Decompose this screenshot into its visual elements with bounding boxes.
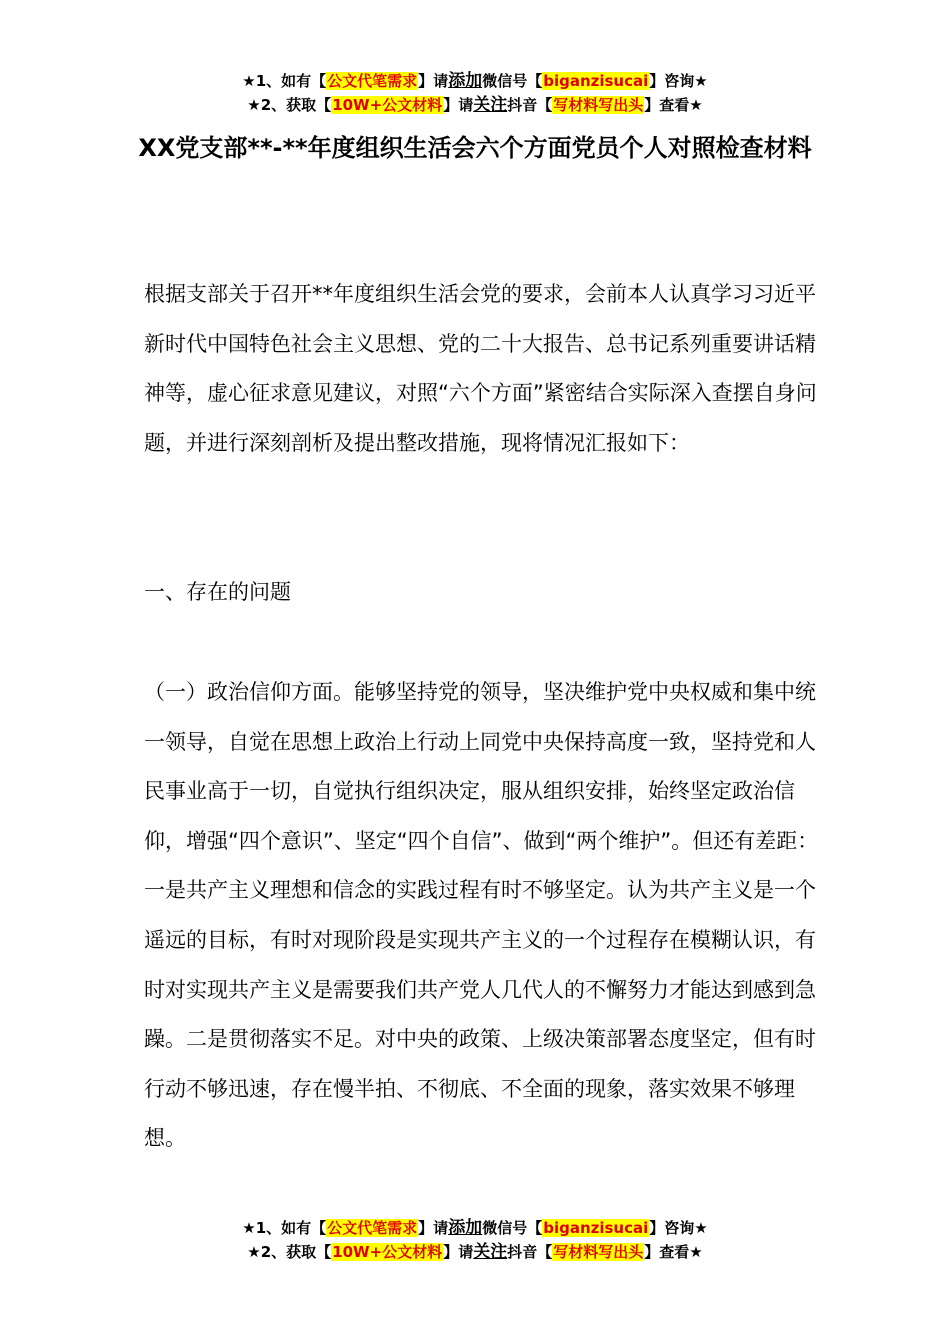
intro-paragraph bbox=[144, 270, 826, 468]
star-icon: ★ bbox=[242, 1219, 256, 1237]
promo-text: 】请 bbox=[418, 72, 449, 90]
section-paragraph-text: （一）政治信仰方面。能够坚持党的领导，坚决维护党中央权威和集中统一领导，自觉在思想上政治上行动上同党中央保持高度一致，坚持党和人民事业高于一切，自觉执行组织决定，服从组织安排，始终坚定政治信仰，增强“四个意识”、坚定“四个自信”、做到“两个维护”。但还有差距：一是共产主义理想和信念的实践过程有时不够坚定。认为共产主义是一个遥远的目标，有时对现阶段是实现共产主义的一个过程存在模糊认识，有时对实现共产主义是需要我们共产党人几代人的不懈努力才能达到感到急躁。二是贯彻落实不足。对中央的政策、上级决策部署态度坚定，但有时行动不够迅速，存在慢半拍、不彻底、不全面的现象，落实效果不够理想。 bbox=[144, 680, 819, 1151]
promo-text: 】咨询★ bbox=[649, 72, 708, 90]
emphasis-text: 关注 bbox=[473, 95, 508, 115]
highlight-materials: 10W+公文材料 bbox=[332, 1243, 443, 1261]
highlight-wechat-id: biganzisucai bbox=[543, 1219, 649, 1237]
promo-text: 微信号【 bbox=[482, 1219, 543, 1237]
emphasis-text: 关注 bbox=[473, 1242, 508, 1262]
promo-text: 】请 bbox=[443, 96, 474, 114]
promo-banner-bottom bbox=[0, 1216, 950, 1264]
promo-line-1 bbox=[0, 69, 950, 93]
promo-text: 抖音【 bbox=[507, 1243, 553, 1261]
document-title: XX党支部**-**年度组织生活会六个方面党员个人对照检查材料 bbox=[138, 134, 812, 162]
promo-line-2 bbox=[0, 1240, 950, 1264]
promo-text: 抖音【 bbox=[507, 96, 553, 114]
highlight-douyin-account: 写材料写出头 bbox=[553, 96, 644, 114]
promo-text: 1、如有【 bbox=[255, 1219, 327, 1237]
promo-banner-top bbox=[0, 69, 950, 117]
star-icon: ★ bbox=[242, 72, 256, 90]
emphasis-text: 添加 bbox=[448, 1218, 483, 1238]
highlight-douyin-account: 写材料写出头 bbox=[553, 1243, 644, 1261]
promo-text: 1、如有【 bbox=[255, 72, 327, 90]
highlight-service: 公文代笔需求 bbox=[327, 1219, 418, 1237]
promo-text: 】请 bbox=[443, 1243, 474, 1261]
section-paragraph bbox=[144, 668, 826, 1164]
section-heading bbox=[144, 568, 826, 618]
promo-text: 2、获取【 bbox=[260, 1243, 332, 1261]
promo-text: 】请 bbox=[418, 1219, 449, 1237]
highlight-wechat-id: biganzisucai bbox=[543, 72, 649, 90]
promo-line-1 bbox=[0, 1216, 950, 1240]
emphasis-text: 添加 bbox=[448, 71, 483, 91]
promo-line-2 bbox=[0, 93, 950, 117]
promo-text: 】查看★ bbox=[644, 1243, 703, 1261]
highlight-service: 公文代笔需求 bbox=[327, 72, 418, 90]
promo-text: 】查看★ bbox=[644, 96, 703, 114]
highlight-materials: 10W+公文材料 bbox=[332, 96, 443, 114]
star-icon: ★ bbox=[247, 96, 261, 114]
star-icon: ★ bbox=[247, 1243, 261, 1261]
promo-text: 微信号【 bbox=[482, 72, 543, 90]
promo-text: 2、获取【 bbox=[260, 96, 332, 114]
promo-text: 】咨询★ bbox=[649, 1219, 708, 1237]
intro-text: 根据支部关于召开**年度组织生活会党的要求，会前本人认真学习习近平新时代中国特色社会主义思想、党的二十大报告、总书记系列重要讲话精神等，虚心征求意见建议，对照“六个方面”紧密结合实际深入查摆自身问题，并进行深刻剖析及提出整改措施，现将情况汇报如下： bbox=[144, 282, 817, 455]
section-heading-text: 一、存在的问题 bbox=[144, 580, 291, 604]
